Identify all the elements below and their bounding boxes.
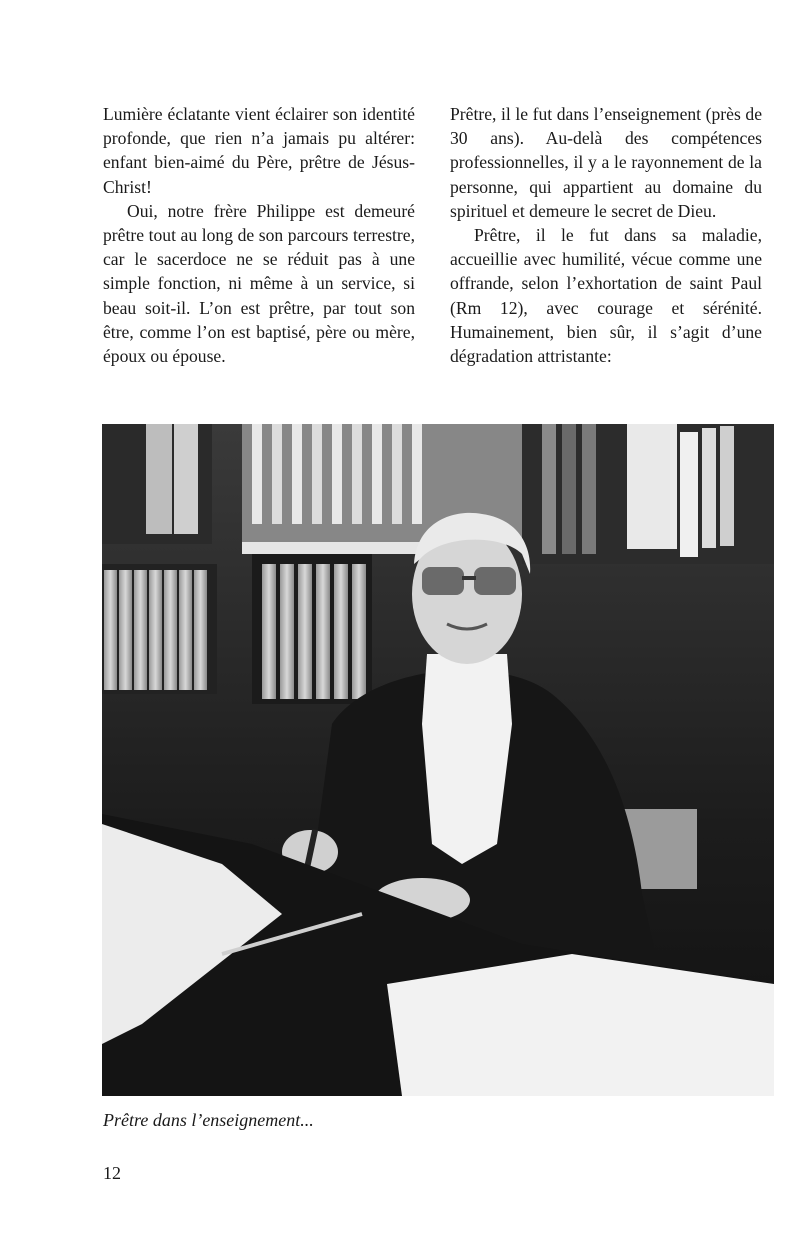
photo-caption: Prêtre dans l’enseignement... xyxy=(103,1110,314,1130)
right-paragraph-1: Prêtre, il le fut dans l’enseignement (près de 30 ans). Au-delà des compétences professionnelles, il y a le rayonnement de la personne, qui appartient au domaine du spirituel et demeure le secret de Dieu. xyxy=(450,104,762,221)
left-paragraph-1: Lumière éclatante vient éclairer son identité profonde, que rien n’a jamais pu altérer: enfant bien-aimé du Père, prêtre de Jésus- Christ! xyxy=(103,104,415,197)
right-text-column xyxy=(450,102,762,368)
left-paragraph-2: Oui, notre frère Philippe est demeuré prêtre tout au long de son parcours terrestre, car le sacerdoce ne se réduit pas à une simple fonction, ni même à un service, si beau soit-il. L’on est prêtre, par tout son être, comme l’on est baptisé, père ou mère, époux ou épouse. xyxy=(103,200,415,367)
page-number: 12 xyxy=(103,1163,121,1183)
right-paragraph-2: Prêtre, il le fut dans sa maladie, accueillie avec humilité, vécue comme une offrande, selon l’exhortation de saint Paul (Rm 12), avec courage et sérénité. Humainement, bien sûr, il s’agit d’une dégradation attristante: xyxy=(450,225,762,367)
left-text-column xyxy=(103,102,415,368)
photo-priest-at-desk xyxy=(102,424,774,1096)
